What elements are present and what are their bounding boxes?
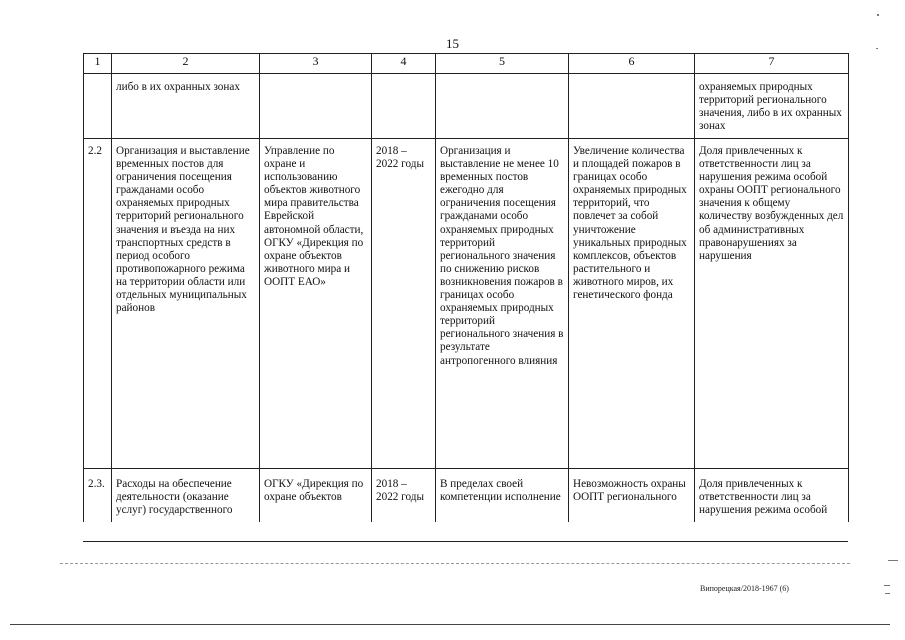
table-row — [84, 74, 849, 139]
executor-cell: ОГКУ «Дирекция по охране объектов — [260, 469, 372, 523]
period-cell: 2018 – 2022 годы — [372, 469, 436, 523]
table-header-row — [84, 54, 849, 74]
consequences-cell — [569, 74, 695, 139]
scan-speck — [885, 593, 890, 594]
consequences-cell: Невозможность охраны ООПТ регионального — [569, 469, 695, 523]
column-header: 7 — [695, 54, 849, 74]
column-header: 4 — [372, 54, 436, 74]
consequences-cell: Увеличение количества и площадей пожаров в границах особо охраняемых природных территорий, что повлечет за собой уничтожение уникальных природных комплексов, объектов растительного и животного миров, их генетического фонда — [569, 139, 695, 469]
indicator-cell: Доля привлеченных к ответственности лиц за нарушения режима особой — [695, 469, 849, 523]
column-header: 3 — [260, 54, 372, 74]
row-number: 2.3. — [84, 469, 112, 523]
column-header: 6 — [569, 54, 695, 74]
document-code: Випорецкая/2018-1967 (6) — [700, 584, 789, 593]
executor-cell — [260, 74, 372, 139]
period-cell — [372, 74, 436, 139]
scan-speck — [884, 585, 890, 586]
table-row — [84, 469, 849, 523]
measure-name-cell: Организация и выставление временных постов для ограничения посещения гражданами особо охраняемых природных территорий регионального значения и въезда на них транспортных средств в период особого противопожарного режима на территории области или отдельных муниципальных районов — [112, 139, 260, 469]
table-row — [84, 139, 849, 469]
measures-table — [83, 53, 849, 522]
column-header: 5 — [436, 54, 569, 74]
expected-result-cell: В пределах своей компетенции исполнение — [436, 469, 569, 523]
row-number: 2.2 — [84, 139, 112, 469]
period-cell: 2018 – 2022 годы — [372, 139, 436, 469]
indicator-cell: Доля привлеченных к ответственности лиц за нарушения режима особой охраны ООПТ регионального значения к общему количеству возбужденных дел об административных правонарушениях за нарушения — [695, 139, 849, 469]
column-header: 1 — [84, 54, 112, 74]
page-number: 15 — [446, 36, 459, 51]
row-number — [84, 74, 112, 139]
indicator-cell: охраняемых природных территорий регионального значения, либо в их охранных зонах — [695, 74, 849, 139]
scan-edge-line — [10, 624, 890, 625]
column-header: 2 — [112, 54, 260, 74]
page-break-line — [60, 563, 850, 564]
expected-result-cell: Организация и выставление не менее 10 временных постов ежегодно для ограничения посещения гражданами особо охраняемых природных территорий регионального значения по снижению рисков возникновения пожаров в границах особо охраняемых природных территорий регионального значения в результате антропогенного влияния — [436, 139, 569, 469]
scan-speck — [876, 48, 878, 49]
measure-name-cell: Расходы на обеспечение деятельности (оказание услуг) государственного — [112, 469, 260, 523]
expected-result-cell — [436, 74, 569, 139]
table-bottom-border — [83, 541, 848, 542]
executor-cell: Управление по охране и использованию объектов животного мира правительства Еврейской автономной области, ОГКУ «Дирекция по охране объектов животного мира и ООПТ ЕАО» — [260, 139, 372, 469]
scan-speck — [888, 560, 898, 561]
measure-name-cell: либо в их охранных зонах — [112, 74, 260, 139]
scan-speck — [877, 14, 879, 16]
